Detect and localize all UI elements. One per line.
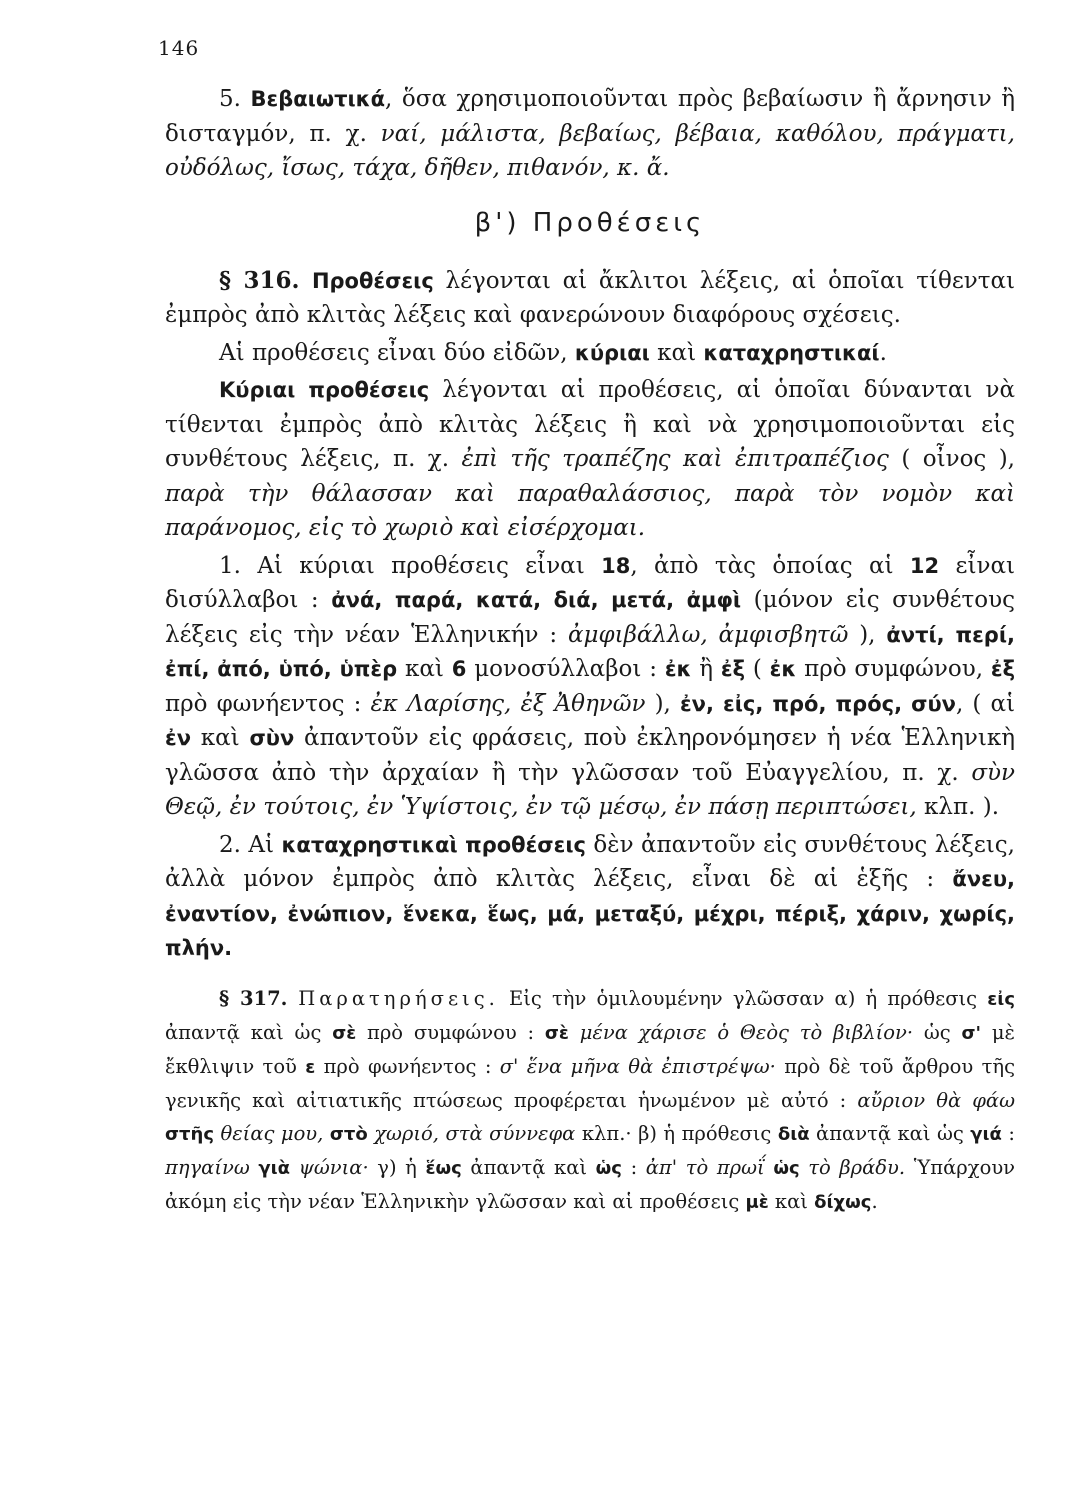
proper-prepositions: Κύριαι προθέσεις λέγονται αἱ προθέσεις, αἱ ὁποῖαι δύνανται νὰ τίθενται ἐμπρὸς ἀπὸ κλιτὰς λέξεις ἢ καὶ νὰ χρησιμοποιοῦνται εἰς συνθέτους λέξεις, π. χ. ἐπὶ τῆς τραπέζης καὶ ἐπιτραπέζιος ( οἶνος ), παρὰ τὴν θάλασσαν καὶ παραθαλάσσιος, παρὰ τὸν νομὸν καὶ παράνομος, εἰς τὸ χωριὸ καὶ εἰσέρχομαι. [165, 377, 1015, 541]
page-number: 146 [158, 36, 200, 60]
page-content [165, 82, 1015, 1238]
prepositions-kinds: Αἱ προθέσεις εἶναι δύο εἰδῶν, κύριαι καὶ καταχρηστικαί. [219, 339, 887, 366]
item-1-proper-list: 1. Αἱ κύριαι προθέσεις εἶναι 18, ἀπὸ τὰς ὁποίας αἱ 12 εἶναι δισύλλαβοι : ἀνά, παρά, κατά, διά, μετά, ἀμφὶ (μόνον εἰς συνθέτους λέξεις εἰς τὴν νέαν Ἑλληνικήν : ἀμφιβάλλω, ἀμφισβητῶ ), ἀντί, περί, ἐπί, ἀπό, ὑπό, ὑπὲρ καὶ 6 μονοσύλλαβοι : ἐκ ἢ ἐξ ( ἐκ πρὸ συμφώνου, ἐξ πρὸ φωνήεντος : ἐκ Λαρίσης, ἐξ Ἀθηνῶν ), ἐν, εἰς, πρό, πρός, σύν, ( αἱ ἐν καὶ σὺν ἀπαντοῦν εἰς φράσεις, ποὺ ἐκληρονόμησεν ἡ νέα Ἑλληνικὴ γλῶσσα ἀπὸ τὴν ἀρχαίαν ἢ τὴν γλῶσσαν τοῦ Εὐαγγελίου, π. χ. σὺν Θεῷ, ἐν τούτοις, ἐν Ὑψίστοις, ἐν τῷ μέσῳ, ἐν πάσῃ περιπτώσει, κλπ. ). [165, 552, 1015, 820]
section-316: § 316. Προθέσεις λέγονται αἱ ἄκλιτοι λέξεις, αἱ ὁποῖαι τίθενται ἐμπρὸς ἀπὸ κλιτὰς λέξεις καὶ φανερώνουν διαφόρους σχέσεις. [165, 266, 1016, 328]
section-317-notes: § 317. Παρατηρήσεις. Εἰς τὴν ὁμιλουμένην γλῶσσαν α) ἡ πρόθεσις εἰς ἀπαντᾷ καὶ ὡς σὲ πρὸ συμφώνου : σὲ μένα χάρισε ὁ Θεὸς τὸ βιβλίον· ὡς σ' μὲ ἔκθλιψιν τοῦ ε πρὸ φωνήεντος : σ' ἕνα μῆνα θὰ ἐπιστρέψω· πρὸ δὲ τοῦ ἄρθρου τῆς γενικῆς καὶ αἰτιατικῆς πτώσεως προφέρεται ἡνωμένον μὲ αὐτό : αὔριον θὰ φάω στῆς θείας μου, στὸ χωριό, στὰ σύννεφα κλπ.· β) ἡ πρόθεσις διὰ ἀπαντᾷ καὶ ὡς γιά : πηγαίνω γιὰ ψώνια· γ) ἡ ἕως ἀπαντᾷ καὶ ὡς : ἀπ' τὸ πρωΐ ὡς τὸ βράδυ. Ὑπάρχουν ἀκόμη εἰς τὴν νέαν Ἑλληνικὴν γλῶσσαν καὶ αἱ προθέσεις μὲ καὶ δίχως. [165, 986, 1016, 1213]
item-2-improper-list: 2. Αἱ καταχρηστικαὶ προθέσεις δὲν ἀπαντοῦν εἰς συνθέτους λέξεις, ἀλλὰ μόνον ἐμπρὸς ἀπὸ κλιτὰς λέξεις, εἶναι δὲ αἱ ἑξῆς : ἄνευ, ἐναντίον, ἐνώπιον, ἕνεκα, ἕως, μά, μεταξύ, μέχρι, πέριξ, χάριν, χωρίς, πλήν. [165, 831, 1015, 960]
section-heading: β') Προθέσεις [474, 207, 706, 238]
paragraph-5-confirmatives: 5. Βεβαιωτικά, ὅσα χρησιμοποιοῦνται πρὸς βεβαίωσιν ἢ ἄρνησιν ἢ δισταγμόν, π. χ. ναί, μάλιστα, βεβαίως, βέβαια, καθόλου, πράγματι, οὐδόλως, ἴσως, τάχα, δῆθεν, πιθανόν, κ. ἄ. [165, 86, 1015, 181]
